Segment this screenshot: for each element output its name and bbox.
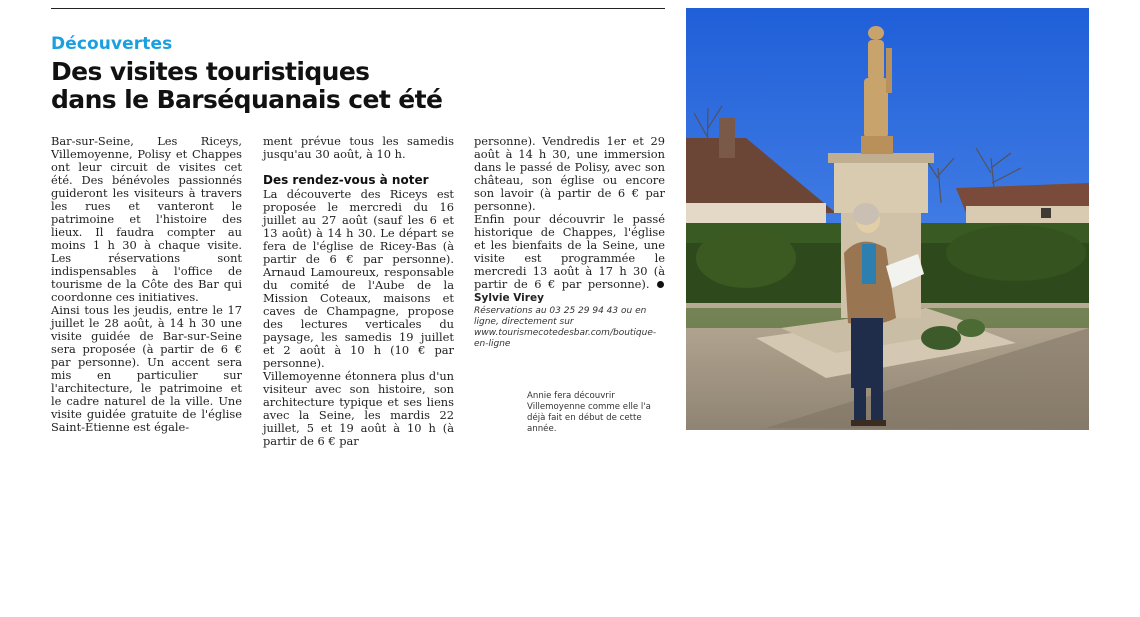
text-column-3	[474, 135, 665, 350]
text-column-1	[51, 135, 242, 434]
paragraph: personne). Vendredis 1er et 29 août à 14 h 30, une immersion dans le passé de Polisy, avec son château, son église ou encore son lavoir (à partir de 6 € par personne).	[474, 134, 665, 213]
headline-line-1: Des visites touristiques	[51, 57, 370, 86]
section-kicker: Découvertes	[51, 34, 173, 54]
paragraph: Ainsi tous les jeudis, entre le 17 juillet le 28 août, à 14 h 30 une visite guidée de Bar-sur-Seine sera proposée (à partir de 6 € par personne). Un accent sera mis en particulier sur l'architecture, le patrimoine et le cadre naturel de la ville. Une visite guidée gratuite de l'église Saint-Étienne est égale-	[51, 303, 242, 434]
paragraph: ment prévue tous les samedis jusqu'au 30 août, à 10 h.	[263, 134, 454, 161]
paragraph: Villemoyenne étonnera plus d'un visiteur avec son histoire, son architecture typique et ses liens avec la Seine, les mardis 22 juillet, 5 et 19 août à 10 h (à partir de 6 € par	[263, 369, 454, 448]
article-photo	[686, 8, 1089, 430]
paragraph	[474, 213, 665, 305]
paragraph: Bar-sur-Seine, Les Riceys, Villemoyenne, Polisy et Chappes ont leur circuit de visites cet été. Des bénévoles passionnés guideront les visiteurs à travers les rues et vanteront le patrimoine et l'histoire des lieux. Il faudra compter au moins 1 h 30 à chaque visite. Les réservations sont indispensables à l'office de tourisme de la Côte des Bar qui coordonne ces initiatives.	[51, 134, 242, 304]
paragraph: La découverte des Riceys est proposée le mercredi du 16 juillet au 27 août (sauf les 6 et 13 août) à 14 h 30. Le départ se fera de l'église de Ricey-Bas (à partir de 6 € par personne). Arnaud Lamoureux, responsable du comité de l'Aube de la Mission Coteaux, maisons et caves de Champagne, propose des lectures verticales du paysage, les samedis 19 juillet et 2 août à 10 h (10 € par personne).	[263, 187, 454, 370]
subheading: Des rendez-vous à noter	[263, 173, 429, 187]
byline-bullet-icon	[657, 281, 664, 288]
headline-line-2: dans le Barséquanais cet été	[51, 85, 443, 114]
article-headline	[51, 58, 661, 114]
photo-caption: Annie fera découvrir Villemoyenne comme elle l'a déjà fait en début de cette année.	[527, 391, 651, 434]
reservation-info: Réservations au 03 25 29 94 43 ou en ligne, directement sur www.tourismecotedesbar.com/boutique-en-ligne	[474, 306, 657, 349]
paragraph-text: Enfin pour découvrir le passé historique de Chappes, l'église et les bienfaits de la Seine, une visite est programmée le mercredi 13 août à 17 h 30 (à partir de 6 € par personne).	[474, 212, 665, 291]
author-byline: Sylvie Virey	[474, 292, 544, 304]
text-column-2	[263, 135, 454, 448]
top-rule	[51, 8, 665, 9]
